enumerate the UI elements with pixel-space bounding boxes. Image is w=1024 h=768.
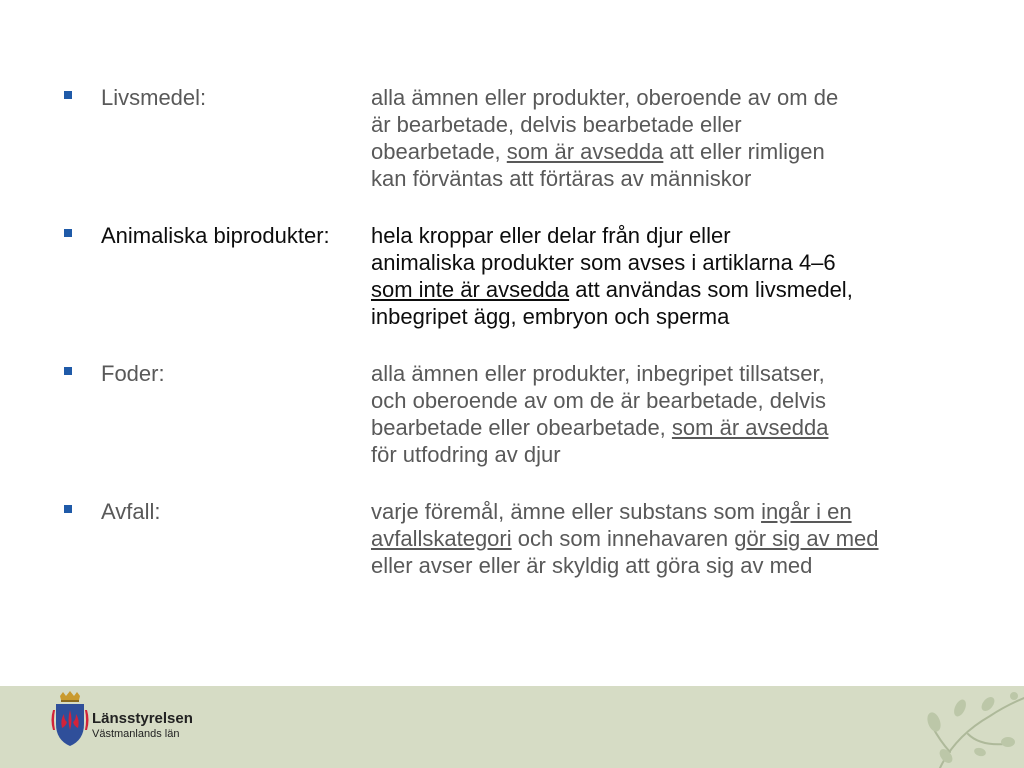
underlined-phrase: avfallskategori [371, 526, 512, 551]
bullet-icon [64, 505, 72, 513]
footer-band [0, 686, 1024, 768]
text-run: hela kroppar eller delar från djur eller [371, 223, 731, 248]
definition-text [371, 84, 838, 192]
text-run: och som innehavaren [511, 526, 735, 551]
text-run: alla ämnen eller produkter, inbegripet tillsatser, [371, 361, 825, 386]
definition-line [371, 165, 838, 192]
org-region: Västmanlands län [92, 728, 180, 740]
text-run: bearbetade eller obearbetade, [371, 415, 672, 440]
bullet-icon [64, 229, 72, 237]
term-label: Livsmedel: [101, 85, 207, 110]
definition-line [371, 360, 828, 387]
definition-text [371, 360, 828, 468]
text-run: animaliska produkter som avses i artiklarna 4–6 [371, 250, 836, 275]
bullet-icon [64, 91, 72, 99]
text-run: att eller rimligen [663, 139, 825, 164]
definition-text [371, 498, 879, 579]
definition-line [371, 222, 853, 249]
term-label: Animaliska biprodukter: [101, 223, 330, 248]
text-run: alla ämnen eller produkter, oberoende av om de [371, 85, 839, 110]
underlined-phrase: ingår i en [761, 499, 852, 524]
definition-line [371, 525, 879, 552]
text-run: eller avser eller är skyldig att göra sig av med [371, 553, 813, 578]
definition-text [371, 222, 853, 330]
definition-line [371, 84, 838, 111]
text-run: för utfodring av djur [371, 442, 561, 467]
definition-line [371, 138, 838, 165]
text-run: att användas som livsmedel, [569, 277, 853, 302]
text-run: och oberoende av om de är bearbetade, delvis [371, 388, 826, 413]
text-run: inbegripet ägg, embryon och sperma [371, 304, 730, 329]
underlined-phrase: gör sig av med [734, 526, 879, 551]
plant-sprig-icon [910, 686, 1024, 768]
definition-line [371, 498, 879, 525]
underlined-phrase: som är avsedda [506, 139, 664, 164]
text-run: är bearbetade, delvis bearbetade eller [371, 112, 742, 137]
underlined-phrase: som inte är avsedda [371, 277, 570, 302]
term-label: Avfall: [101, 499, 161, 524]
org-name: Länsstyrelsen [92, 710, 193, 727]
bullet-icon [64, 367, 72, 375]
text-run: varje föremål, ämne eller substans som [371, 499, 762, 524]
definition-line [371, 441, 828, 468]
definition-line [371, 414, 828, 441]
definition-line [371, 276, 853, 303]
term-label: Foder: [101, 361, 165, 386]
definition-line [371, 249, 853, 276]
underlined-phrase: som är avsedda [671, 415, 829, 440]
definition-line [371, 387, 828, 414]
text-run: obearbetade, [371, 139, 507, 164]
definition-line [371, 303, 853, 330]
definition-line [371, 552, 879, 579]
coat-of-arms-icon [50, 690, 90, 750]
definition-line [371, 111, 838, 138]
text-run: kan förväntas att förtäras av människor [371, 166, 752, 191]
